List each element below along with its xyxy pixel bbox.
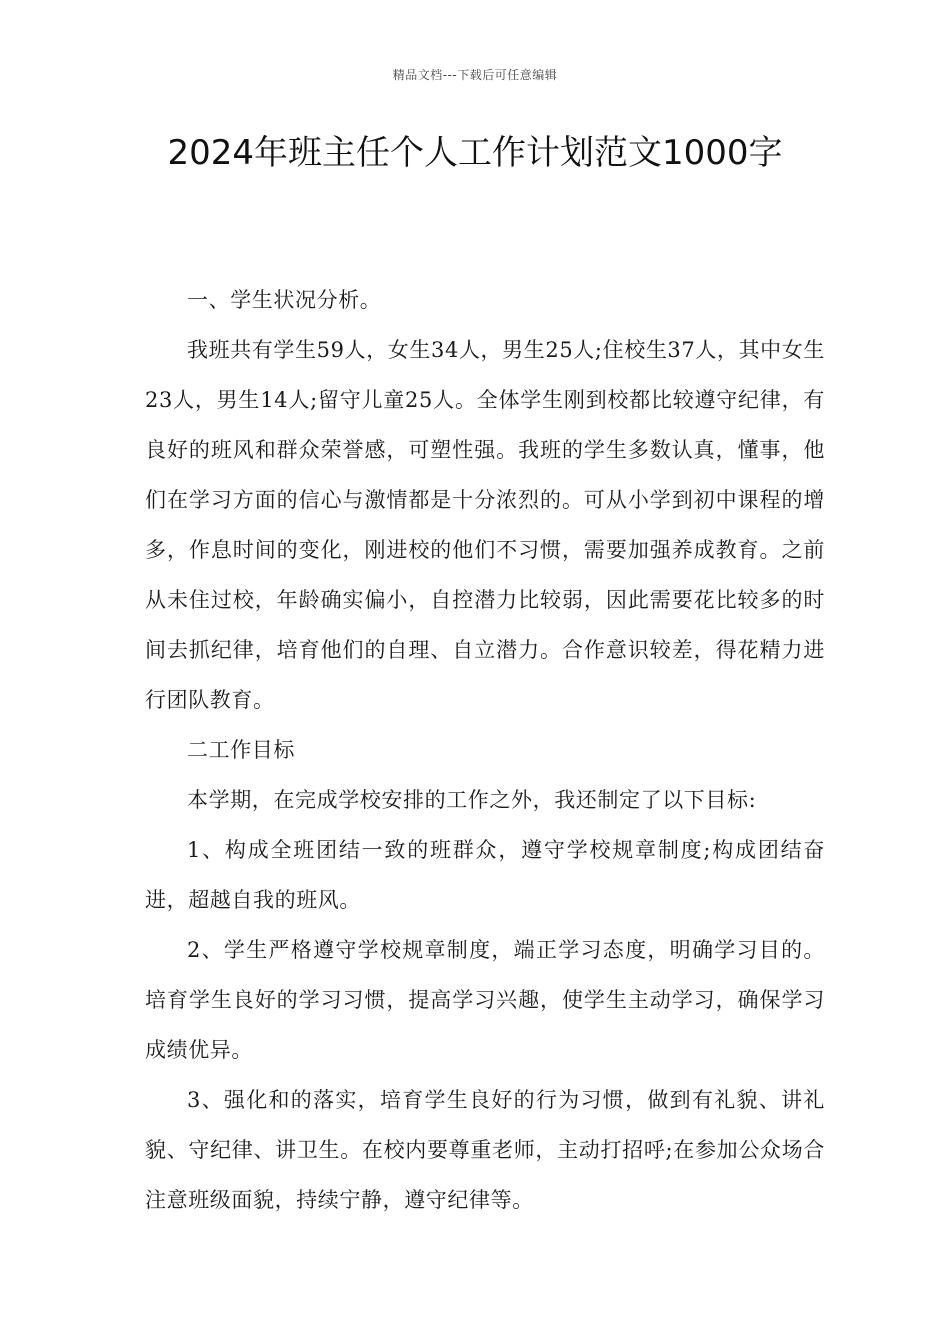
- paragraph-student-analysis: 我班共有学生59人，女生34人，男生25人;住校生37人，其中女生23人，男生14人;留守儿童25人。全体学生刚到校都比较遵守纪律，有良好的班风和群众荣誉感，可塑性强。我班的学生多数认真，懂事，他们在学习方面的信心与激情都是十分浓烈的。可从小学到初中课程的增多，作息时间的变化，刚进校的他们不习惯，需要加强养成教育。之前从未住过校，年龄确实偏小，自控潜力比较弱，因此需要花比较多的时间去抓纪律，培育他们的自理、自立潜力。合作意识较差，得花精力进行团队教育。: [145, 338, 825, 712]
- section-heading-work-goals: 二工作目标: [187, 738, 295, 762]
- document-title: 2024年班主任个人工作计划范文1000字: [167, 133, 783, 173]
- goal-item-3: 3、强化和的落实，培育学生良好的行为习惯，做到有礼貌、讲礼貌、守纪律、讲卫生。在校内要尊重老师，主动打招呼;在参加公众场合注意班级面貌，持续宁静，遵守纪律等。: [145, 1088, 825, 1212]
- paragraph-goals-intro: 本学期，在完成学校安排的工作之外，我还制定了以下目标:: [187, 788, 757, 812]
- goal-item-2: 2、学生严格遵守学校规章制度，端正学习态度，明确学习目的。培育学生良好的学习习惯，提高学习兴趣，使学生主动学习，确保学习成绩优异。: [145, 938, 825, 1062]
- section-heading-student-analysis: 一、学生状况分析。: [187, 288, 382, 312]
- document-body: [145, 275, 825, 1225]
- header-note: 精品文档---下载后可任意编辑: [392, 68, 558, 82]
- goal-item-1: 1、构成全班团结一致的班群众，遵守学校规章制度;构成团结奋进，超越自我的班风。: [145, 838, 825, 912]
